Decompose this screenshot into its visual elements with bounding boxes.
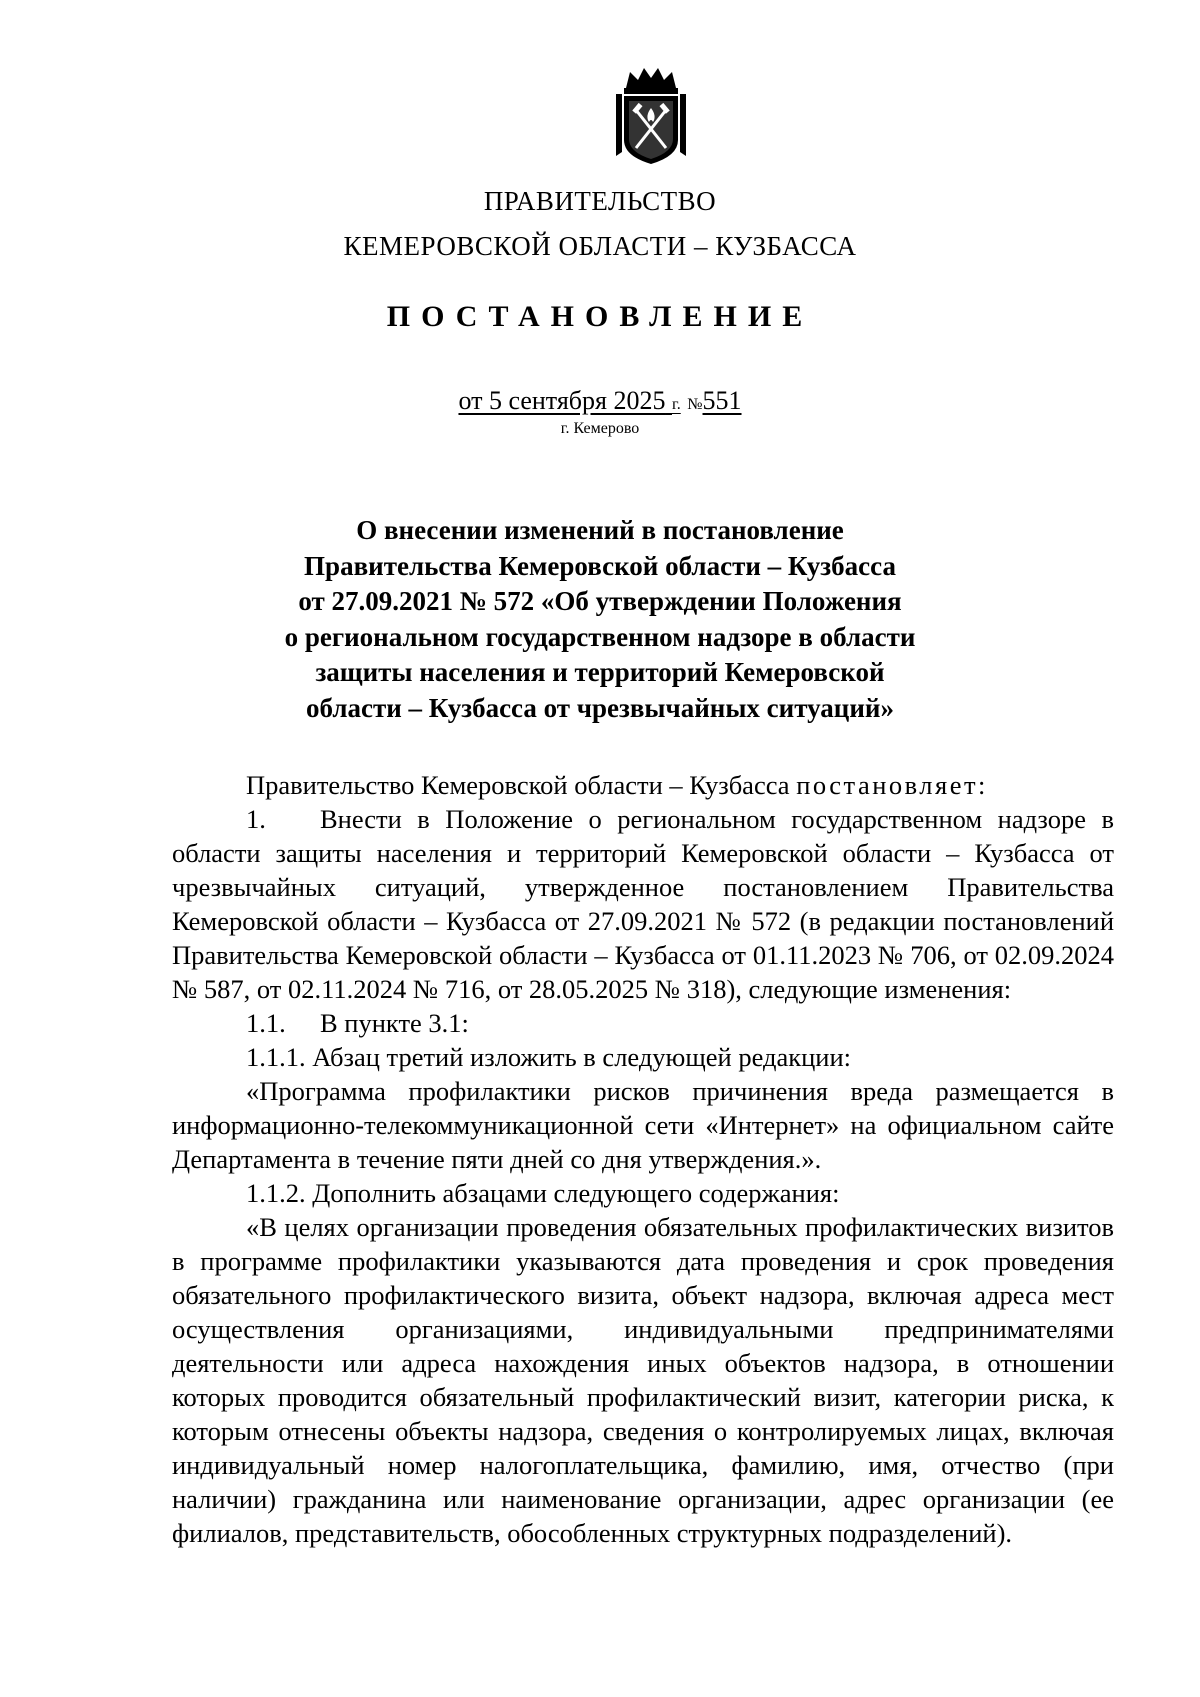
- kuzbass-coat-of-arms-icon: [612, 64, 690, 168]
- title-line: О внесении изменений в постановление: [356, 515, 844, 545]
- date-number-line: [0, 386, 1200, 416]
- item-1-1-text: В пункте 3.1:: [320, 1008, 469, 1038]
- date-prefix: от: [458, 386, 483, 415]
- title-line: от 27.09.2021 № 572 «Об утверждении Положения: [298, 586, 902, 616]
- title-line: Правительства Кемеровской области – Кузбасса: [304, 550, 896, 581]
- item-1-1: [172, 1006, 1114, 1040]
- intro-paragraph: [172, 768, 1114, 802]
- intro-verb: постановляет:: [796, 770, 988, 800]
- item-1-1-2: 1.1.2. Дополнить абзацами следующего содержания:: [246, 1178, 840, 1208]
- number-sign: №: [687, 396, 703, 413]
- year-suffix: г.: [671, 396, 681, 413]
- item-1: [172, 802, 1114, 1006]
- item-1-number: 1.: [246, 804, 266, 834]
- quote-paragraph-1: «Программа профилактики рисков причинения вреда размещается в информационно-телекоммуникационной сети «Интернет» на официальном сайте Департамента в течение пяти дней со дня утверждения.».: [172, 1076, 1114, 1174]
- city: г. Кемерово: [560, 420, 640, 437]
- item-1-text: Внести в Положение о региональном государственном надзоре в области защиты населения и территорий Кемеровской области – Кузбасса от чрезвычайных ситуаций, утвержденное постановлением Правительства Кемеровской области – Кузбасса от 27.09.2021 № 572 (в редакции постановлений Правительства Кемеровской области – Кузбасса от 01.11.2023 № 706, от 02.09.2024 № 587, от 02.11.2024 № 716, от 28.05.2025 № 318), следующие изменения:: [172, 804, 1114, 1004]
- intro-text: Правительство Кемеровской области – Кузбасса: [246, 770, 790, 800]
- title-line: защиты населения и территорий Кемеровской: [315, 657, 885, 687]
- quote-paragraph-2: «В целях организации проведения обязательных профилактических визитов в программе профилактики указываются дата проведения и срок проведения обязательного профилактического визита, объект надзора, включая адреса мест осуществления организациями, индивидуальными предпринимателями деятельности или адреса нахождения иных объектов надзора, в отношении которых проводится обязательный профилактический визит, категории риска, к которым отнесены объекты надзора, сведения о контролируемых лицах, включая индивидуальный номер налогоплательщика, фамилию, имя, отчество (при наличии) гражданина или наименование организации, адрес организации (ее филиалов, представительств, обособленных структурных подразделений).: [172, 1212, 1114, 1548]
- document-type: ПОСТАНОВЛЕНИЕ: [386, 300, 814, 333]
- document-number: 551: [702, 386, 742, 415]
- item-1-1-number: 1.1.: [246, 1008, 286, 1038]
- org-name-line2: КЕМЕРОВСКОЙ ОБЛАСТИ – КУЗБАССА: [343, 231, 857, 261]
- title-line: области – Кузбасса от чрезвычайных ситуаций»: [306, 692, 894, 723]
- title-line: о региональном государственном надзоре в области: [284, 621, 916, 652]
- item-1-1-1: 1.1.1. Абзац третий изложить в следующей редакции:: [246, 1042, 852, 1072]
- document-title: [0, 513, 1200, 726]
- date-value: 5 сентября 2025: [489, 386, 666, 415]
- document-body: [172, 768, 1114, 1550]
- org-name-line1: ПРАВИТЕЛЬСТВО: [483, 186, 717, 216]
